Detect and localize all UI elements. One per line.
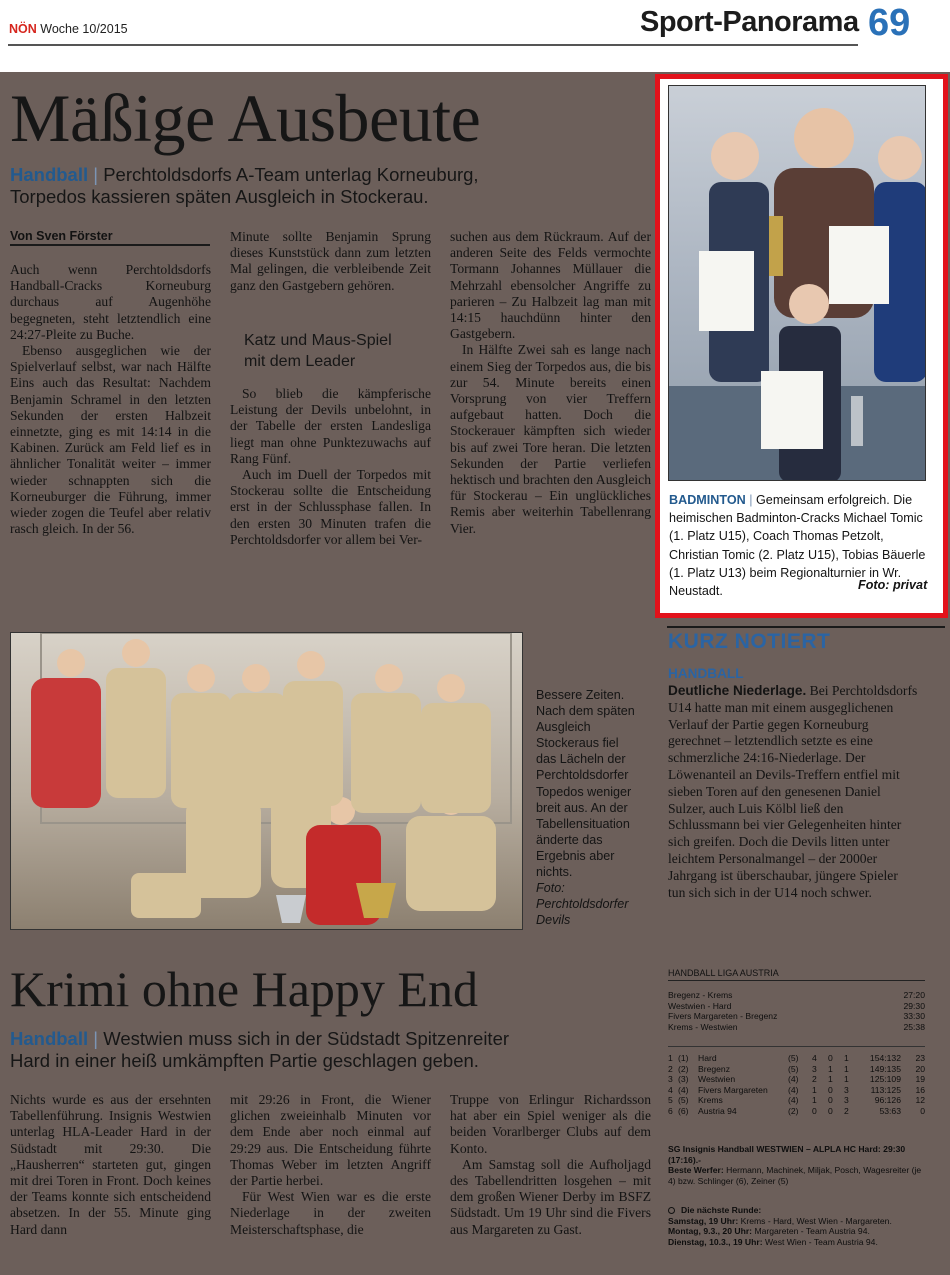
prev-pos: (2) — [678, 1063, 689, 1074]
article2-title: Krimi ohne Happy End — [10, 961, 478, 1017]
draws: 0 — [828, 1084, 833, 1095]
next-fixture — [668, 1237, 925, 1248]
goals: 149:135 — [869, 1063, 901, 1074]
article1-col3 — [450, 229, 651, 537]
result-score: 33:30 — [903, 1011, 925, 1021]
fixture-match: Krems - Hard, West Wien - Margareten. — [740, 1215, 892, 1226]
result-score: 29:30 — [903, 1000, 925, 1011]
article1-col3-p2: In Hälfte Zwei sah es lange nach einem Sieg der Torpedos aus, die bis zur 54. Minute bereits einen Vorsprung von vier Treffern aufgebaut hatten. Doch die Stockerauer kämpften sich wieder bis auf zwei Tore heran. Die letzten Sekunden der Partie verliefen hektisch und brachten den Ausgleich für Stockerau – Ein unglückliches Remis aber weiterhin Tabellenrang Vier. — [450, 342, 651, 536]
team: Bregenz — [698, 1063, 731, 1074]
standings-row — [668, 1085, 925, 1096]
article2-subline-1: Westwien muss sich in der Südstadt Spitzenreiter — [103, 1028, 510, 1049]
fixture-match: Margareten - Team Austria 94. — [754, 1226, 870, 1237]
team-photo-illustration — [11, 633, 523, 930]
goals: 96:126 — [874, 1095, 901, 1105]
article1-title: Mäßige Ausbeute — [10, 80, 481, 156]
games: (4) — [788, 1095, 799, 1105]
article1-col2-p3: Auch im Duell der Torpedos mit Stockerau sollte die Entscheidung erst in der Schlussphase fallen. In den ersten 30 Minuten trafen die Perchtoldsdorfer vor allem bei Ver- — [230, 467, 431, 547]
team: Krems — [698, 1095, 723, 1105]
article1-col1-p1: Auch wenn Perchtoldsdorfs Handball-Cracks Korneuburg durchaus auf Augenhöhe begegneten, steht letztendlich eine 24:27-Pleite zu Buche. — [10, 262, 211, 342]
kurz-title: KURZ NOTIERT — [668, 630, 831, 653]
wins: 0 — [812, 1105, 817, 1116]
next-round-label: Die nächste Runde: — [681, 1205, 762, 1215]
wins: 1 — [812, 1095, 817, 1105]
article2-col2 — [230, 1092, 431, 1238]
badminton-body: Die heimischen Badminton-Cracks Michael Tomic (1. Platz U15), Coach Thomas Petzolt, Christian Tomic (2. Platz U15), Tobias Bäuerle (1. Platz U13) beim Regionalturnier in Wr. Neustadt. — [669, 493, 926, 599]
prev-pos: (3) — [678, 1074, 689, 1084]
draws: 0 — [828, 1105, 833, 1116]
article1-col2b — [230, 386, 431, 548]
article1-col2-p2: So blieb die kämpferische Leistung der Devils unbelohnt, in der Tabelle der ersten Landesliga liegt man ohne Punktezuwachs auf Rang Fünf. — [230, 386, 431, 466]
team: Hard — [698, 1053, 717, 1063]
badminton-credit: Foto: privat — [858, 578, 928, 592]
team-caption-text: Bessere Zeiten. Nach dem späten Ausgleich Stockeraus fiel das Lächeln der Perchtoldsdorfer Topedos weniger breit aus. An der Tabellensituation änderte das Ergebnis aber nichts. — [536, 688, 635, 880]
pos: 3 — [668, 1074, 673, 1084]
games: (2) — [788, 1105, 799, 1116]
kurz-sport: HANDBALL — [668, 666, 744, 681]
badminton-label: BADMINTON — [669, 493, 746, 507]
standings-row — [668, 1106, 925, 1117]
points: 20 — [915, 1063, 925, 1074]
liga-title-rule — [668, 980, 925, 981]
crosshead — [244, 330, 392, 372]
crosshead-line1: Katz und Maus-Spiel — [244, 332, 392, 349]
pos: 2 — [668, 1063, 673, 1074]
game-scorers — [668, 1165, 925, 1186]
team-photo-caption — [536, 687, 638, 928]
result-match: Westwien - Hard — [668, 1000, 732, 1011]
kurz-body: Bei Perchtoldsdorfs U14 hatte man mit einem ausgeglichenen Verlauf der Partie gegen Korneuburg gerechnet – letztendlich setzte es eine schmerzliche 24:16-Niederlage. Der Löwenanteil an Devils-Treffern entfiel mit sieben Toren auf den genesenen Daniel Sulzer, auch Luis Kölbl ließ den Schlussmann bei vier Gelegenheiten hinter sich greifen. Doch die Devils litten unter leichtem Personalmangel – der 2000er Jahrgang ist überschaubar, jüngere Spieler tun sich sich in der U14 noch schwer. — [668, 683, 918, 900]
next-fixture — [668, 1216, 925, 1227]
article1-byline: Von Sven Förster — [10, 229, 113, 243]
badminton-caption: BADMINTON | Gemeinsam erfolgreich. Die heimischen Badminton-Cracks Michael Tomic (1. Platz U15), Coach Thomas Petzolt, Christian Tomic (2. Platz U15), Tobias Bäuerle (1. Platz U13) beim Regionalturnier in Wr. Neustadt. — [669, 493, 926, 599]
result-row — [668, 990, 925, 1001]
points: 19 — [915, 1074, 925, 1084]
result-score: 27:20 — [903, 990, 925, 1000]
article1-kicker: Handball — [10, 164, 89, 185]
draws: 1 — [828, 1074, 833, 1084]
section-title: Sport-Panorama — [640, 6, 859, 38]
article1-col1-p2: Ebenso ausgeglichen wie der Spielverlauf selbst, war nach Hälfte Eins auch das Resultat: Nachdem Benjamin Schramel in den letzten Sekunden der ersten Halbzeit einnetzte, ging es mit 14:14 in die Kabinen. Zurück am Feld lief es in ähnlicher Tonalität weiter – immer wieder schnappten sich die Korneuburger die Führung, immer wieder zogen die Teufel aber relativ rasch gleich. In der 56. — [10, 343, 211, 537]
points: 23 — [915, 1053, 925, 1063]
prev-pos: (6) — [678, 1105, 689, 1116]
article2-col3-p1: Truppe von Erlingur Richardsson hat aber ein Spiel weniger als die beiden Vorarlberger Clubs auf dem Konto. — [450, 1092, 651, 1156]
goals: 53:63 — [879, 1105, 901, 1116]
fixture-day: Montag, 9.3., 20 Uhr: — [668, 1226, 753, 1237]
result-match: Fivers Margareten - Bregenz — [668, 1011, 778, 1021]
pos: 1 — [668, 1053, 673, 1063]
pos: 6 — [668, 1105, 673, 1116]
standings-row — [668, 1053, 925, 1064]
standings-row — [668, 1064, 925, 1075]
team: Fivers Margareten — [698, 1084, 768, 1095]
game-title: SG Insignis Handball WESTWIEN – ALPLA HC Hard: 29:30 (17:16).- — [668, 1144, 906, 1165]
liga-divider — [668, 1046, 925, 1047]
losses: 1 — [844, 1074, 849, 1084]
article1-col3-p1: suchen aus dem Rückraum. Auf der anderen Seite des Felds vermochte Tormann Johannes Müllauer die Mehrzahl ebensolcher Angriffe zu parieren – Zu Halbzeit lag man mit 14:15 hauchdünn hinter den Gastgebern. — [450, 229, 651, 342]
team: Austria 94 — [698, 1105, 737, 1116]
article2-subline-2: Hard in einer heiß umkämpften Partie geschlagen geben. — [10, 1050, 479, 1071]
next-round-icon — [668, 1207, 675, 1214]
pos: 5 — [668, 1095, 673, 1105]
points: 0 — [920, 1105, 925, 1116]
pos: 4 — [668, 1084, 673, 1095]
article2-col3 — [450, 1092, 651, 1238]
standings-row — [668, 1095, 925, 1106]
goals: 113:125 — [870, 1084, 901, 1095]
result-match: Bregenz - Krems — [668, 990, 733, 1000]
header-rule — [8, 44, 858, 46]
article2-col1-p1: Nichts wurde es aus der ersehnten Tabellenführung. Insignis Westwien unterlag HLA-Leader Hard in der Südstadt mit 29:30. Die „Hausherren“ starteten gut, gingen mit drei Toren in Front. Doch keines der Teams konnte sich entscheidend absetzen. In der 55. Minute ging Hard dann — [10, 1092, 211, 1237]
week-label: Woche 10/2015 — [40, 22, 128, 36]
issue-label — [9, 22, 128, 36]
prev-pos: (1) — [678, 1053, 689, 1063]
article1-col1 — [10, 262, 211, 537]
draws: 0 — [828, 1095, 833, 1105]
article2-subline: Handball | Westwien muss sich in der Südstadt Spitzenreiter Hard in einer heiß umkämpften Partie geschlagen geben. — [10, 1028, 510, 1071]
result-row — [668, 1001, 925, 1012]
team: Westwien — [698, 1074, 736, 1084]
points: 12 — [915, 1095, 925, 1105]
losses: 3 — [844, 1095, 849, 1105]
wins: 1 — [812, 1084, 817, 1095]
next-fixture — [668, 1226, 925, 1237]
games: (5) — [788, 1063, 799, 1074]
games: (4) — [788, 1074, 799, 1084]
result-row — [668, 1022, 925, 1033]
losses: 1 — [844, 1063, 849, 1074]
article2-col1 — [10, 1092, 211, 1238]
article2-kicker: Handball — [10, 1028, 89, 1049]
badminton-photo — [668, 85, 926, 481]
team-caption-credit: Foto: Perchtoldsdorfer Devils — [536, 881, 629, 928]
wins: 2 — [812, 1074, 817, 1084]
crosshead-line2: mit dem Leader — [244, 353, 356, 370]
kurz-text — [668, 683, 918, 901]
badminton-photo-illustration — [669, 86, 926, 481]
liga-title: HANDBALL LIGA AUSTRIA — [668, 968, 779, 978]
fixture-day: Samstag, 19 Uhr: — [668, 1215, 739, 1226]
result-row — [668, 1011, 925, 1022]
liga-results — [668, 990, 925, 1032]
result-score: 25:38 — [903, 1021, 925, 1032]
article1-subline: Handball | Perchtoldsdorfs A-Team unterlag Korneuburg, Torpedos kassieren späten Ausgleich in Stockerau. — [10, 164, 479, 207]
fixture-match: West Wien - Team Austria 94. — [764, 1236, 878, 1247]
page-number: 69 — [868, 2, 911, 44]
result-match: Krems - Westwien — [668, 1021, 738, 1032]
article2-col2-p1: mit 29:26 in Front, die Wiener glichen zweieinhalb Minuten vor dem Ende aber noch einmal auf 29:29 aus. Die Entscheidung führte Thomas Weber im letzten Angriff der Partie herbei. — [230, 1092, 431, 1189]
fixture-day: Dienstag, 10.3., 19 Uhr: — [668, 1236, 763, 1247]
badminton-lead: Gemeinsam erfolgreich. — [756, 493, 890, 507]
draws: 1 — [828, 1063, 833, 1074]
goals: 154:132 — [869, 1053, 901, 1063]
prev-pos: (5) — [678, 1095, 689, 1105]
article2-col3-p2: Am Samstag soll die Aufholjagd des Tabellendritten losgehen – mit dem großen Wiener Derby im BSFZ Südstadt. Um 19 Uhr sind die Fivers aus Margareten zu Gast. — [450, 1156, 651, 1237]
liga-standings — [668, 1053, 925, 1116]
article2-col2-p2: Für West Wien war es die erste Niederlage in der zweiten Meisterschaftsphase, die — [230, 1189, 431, 1237]
games: (5) — [788, 1053, 799, 1063]
scorers-label: Beste Werfer: — [668, 1165, 724, 1176]
prev-pos: (4) — [678, 1084, 689, 1095]
article1-col2 — [230, 229, 431, 294]
byline-rule — [10, 244, 210, 246]
article1-col2-p1: Minute sollte Benjamin Sprung dieses Kunststück dann zum letzten Mal gelingen, die verbleibende Zeit ganz den Gastgebern gehören. — [230, 229, 431, 293]
wins: 3 — [812, 1063, 817, 1074]
liga-game-report — [668, 1144, 925, 1186]
article1-subline-2: Torpedos kassieren späten Ausgleich in Stockerau. — [10, 186, 429, 207]
kurz-top-rule — [667, 626, 945, 628]
scorers-text: Hermann, Machinek, Miljak, Posch, Wagesreiter (je 4) bzw. Schlinger (6), Zeiner (5) — [668, 1165, 922, 1186]
team-photo — [10, 632, 523, 930]
games: (4) — [788, 1084, 799, 1095]
wins: 4 — [812, 1053, 817, 1063]
losses: 2 — [844, 1105, 849, 1116]
liga-next-round — [668, 1205, 925, 1247]
kurz-lead: Deutliche Niederlage. — [668, 683, 807, 698]
paper-logo: NÖN — [9, 22, 37, 36]
losses: 3 — [844, 1084, 849, 1095]
points: 16 — [915, 1084, 925, 1095]
standings-row — [668, 1074, 925, 1085]
losses: 1 — [844, 1053, 849, 1063]
goals: 125:109 — [869, 1074, 901, 1084]
draws: 0 — [828, 1053, 833, 1063]
article1-subline-1: Perchtoldsdorfs A-Team unterlag Korneuburg, — [103, 164, 479, 185]
